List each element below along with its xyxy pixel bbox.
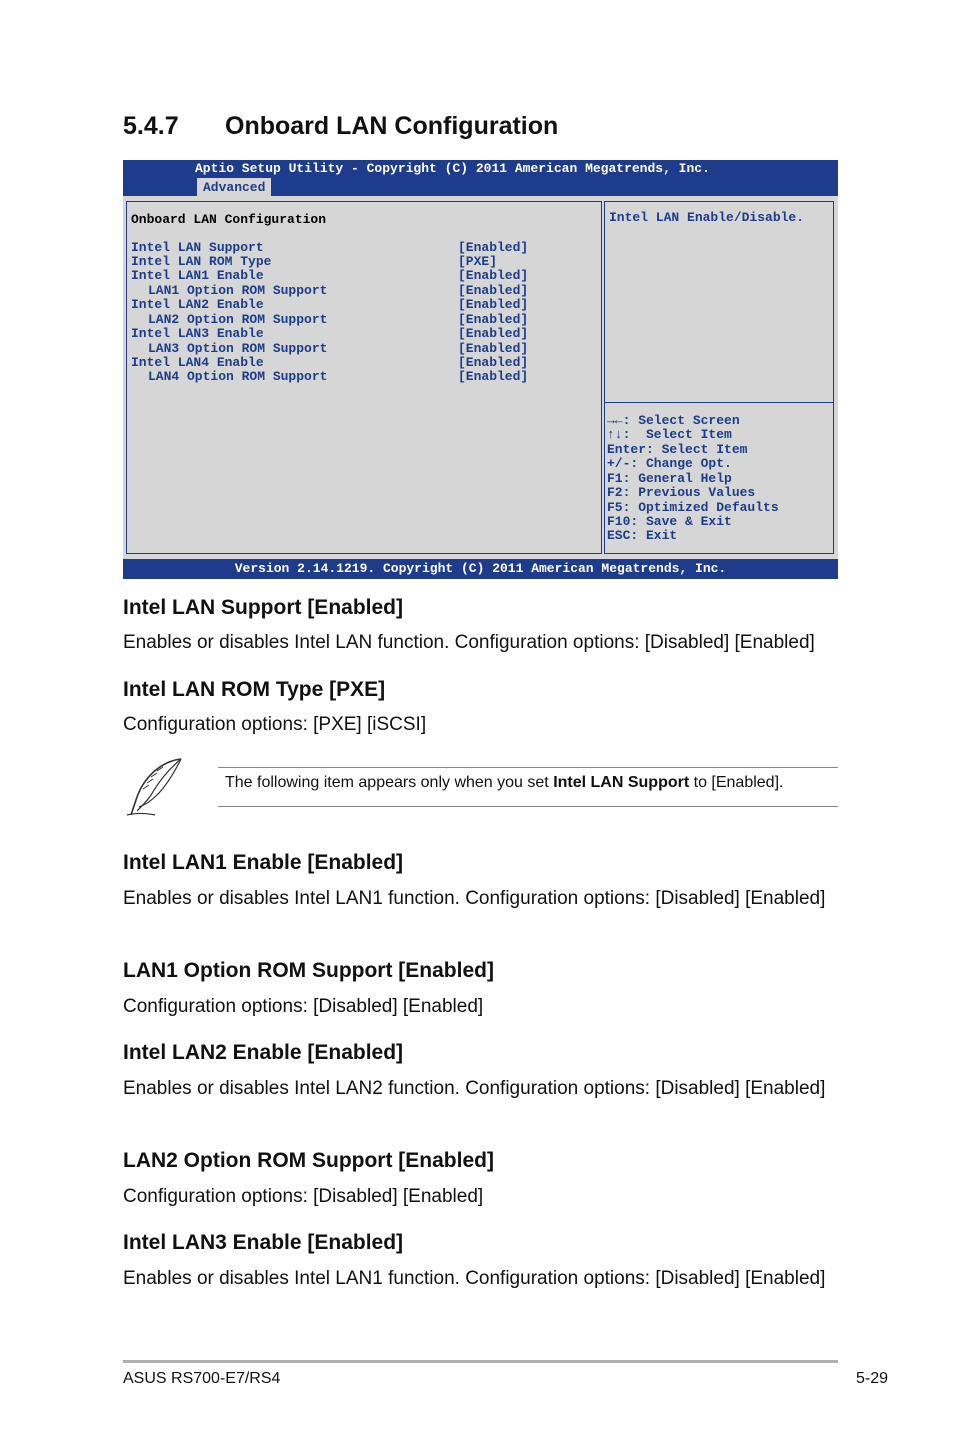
bios-item-value[interactable]: [Enabled]: [458, 341, 529, 356]
bios-help-divider: [605, 402, 833, 403]
bios-item-label[interactable]: LAN2 Option ROM Support: [148, 312, 328, 327]
bios-key-hint: +/-: Change Opt.: [607, 456, 732, 471]
desc-intel-lan2-enable: Enables or disables Intel LAN2 function. Configuration options: [Disabled] [Enabled]: [123, 1078, 826, 1099]
bios-item-value[interactable]: [Enabled]: [458, 297, 529, 312]
bios-item-label[interactable]: Intel LAN ROM Type: [131, 254, 272, 269]
desc-intel-lan3-enable: Enables or disables Intel LAN1 function. Configuration options: [Disabled] [Enabled]: [123, 1268, 826, 1289]
bios-key-hint: F5: Optimized Defaults: [607, 500, 779, 515]
footer-rule: [123, 1360, 838, 1363]
bios-key-hint: →←: Select Screen: [607, 413, 740, 428]
bios-item-label[interactable]: Intel LAN3 Enable: [131, 326, 264, 341]
bios-item-label[interactable]: Intel LAN4 Enable: [131, 355, 264, 370]
footer-page-number: 5-29: [855, 1370, 888, 1387]
bios-item-label[interactable]: LAN3 Option ROM Support: [148, 341, 328, 356]
bios-item-label[interactable]: LAN4 Option ROM Support: [148, 369, 328, 384]
bios-item-value[interactable]: [Enabled]: [458, 240, 529, 255]
bios-item-value[interactable]: [PXE]: [458, 254, 498, 269]
heading-lan2-option-rom: LAN2 Option ROM Support [Enabled]: [123, 1149, 494, 1172]
bios-settings-panel: [126, 201, 602, 554]
bios-item-value[interactable]: [Enabled]: [458, 283, 529, 298]
section-number: 5.4.7: [123, 112, 179, 140]
bios-item-label[interactable]: Intel LAN1 Enable: [131, 268, 264, 283]
bios-key-hint: ESC: Exit: [607, 528, 678, 543]
bios-item-label[interactable]: Intel LAN Support: [131, 240, 264, 255]
bios-item-value[interactable]: [Enabled]: [458, 268, 529, 283]
bios-key-hint: F1: General Help: [607, 471, 732, 486]
bios-help-text: Intel LAN Enable/Disable.: [609, 210, 805, 225]
heading-lan1-option-rom: LAN1 Option ROM Support [Enabled]: [123, 959, 494, 982]
bios-help-panel: [604, 201, 834, 554]
heading-intel-lan1-enable: Intel LAN1 Enable [Enabled]: [123, 851, 404, 874]
note-box: [123, 755, 838, 821]
desc-lan1-option-rom: Configuration options: [Disabled] [Enabled]: [123, 996, 484, 1017]
bios-item-value[interactable]: [Enabled]: [458, 355, 529, 370]
bios-panel-heading: Onboard LAN Configuration: [131, 212, 327, 227]
heading-intel-lan3-enable: Intel LAN3 Enable [Enabled]: [123, 1231, 404, 1254]
bios-tab-advanced[interactable]: Advanced: [197, 178, 271, 196]
footer-product: ASUS RS700-E7/RS4: [123, 1370, 281, 1387]
desc-intel-lan1-enable: Enables or disables Intel LAN1 function. Configuration options: [Disabled] [Enabled]: [123, 888, 826, 909]
bios-screenshot: [123, 160, 838, 579]
section-title-text: Onboard LAN Configuration: [225, 112, 559, 140]
bios-key-hint: F10: Save & Exit: [607, 514, 732, 529]
note-rule-bottom: [218, 806, 838, 807]
heading-intel-lan-rom-type: Intel LAN ROM Type [PXE]: [123, 678, 386, 701]
section-title: [123, 112, 558, 141]
bios-item-label[interactable]: LAN1 Option ROM Support: [148, 283, 328, 298]
feather-icon: [123, 755, 187, 821]
bios-footer: Version 2.14.1219. Copyright (C) 2011 American Megatrends, Inc.: [123, 559, 838, 579]
bios-key-hint: Enter: Select Item: [607, 442, 748, 457]
desc-lan2-option-rom: Configuration options: [Disabled] [Enabled]: [123, 1186, 484, 1207]
note-prefix: The following item appears only when you set: [225, 774, 554, 791]
bios-item-value[interactable]: [Enabled]: [458, 326, 529, 341]
bios-title: Aptio Setup Utility - Copyright (C) 2011 American Megatrends, Inc.: [195, 161, 710, 176]
bios-item-value[interactable]: [Enabled]: [458, 369, 529, 384]
bios-key-hint: F2: Previous Values: [607, 485, 756, 500]
note-rule-top: [218, 767, 838, 768]
heading-intel-lan2-enable: Intel LAN2 Enable [Enabled]: [123, 1041, 404, 1064]
bios-key-hint: ↑↓: Select Item: [607, 427, 732, 442]
note-text: [225, 774, 783, 792]
note-bold: Intel LAN Support: [553, 774, 690, 791]
desc-intel-lan-rom-type: Configuration options: [PXE] [iSCSI]: [123, 714, 427, 735]
bios-item-label[interactable]: Intel LAN2 Enable: [131, 297, 264, 312]
heading-intel-lan-support: Intel LAN Support [Enabled]: [123, 596, 403, 619]
bios-item-value[interactable]: [Enabled]: [458, 312, 529, 327]
note-suffix: to [Enabled].: [689, 774, 784, 791]
bios-header: [123, 160, 838, 196]
desc-intel-lan-support: Enables or disables Intel LAN function. Configuration options: [Disabled] [Enabled]: [123, 632, 815, 653]
